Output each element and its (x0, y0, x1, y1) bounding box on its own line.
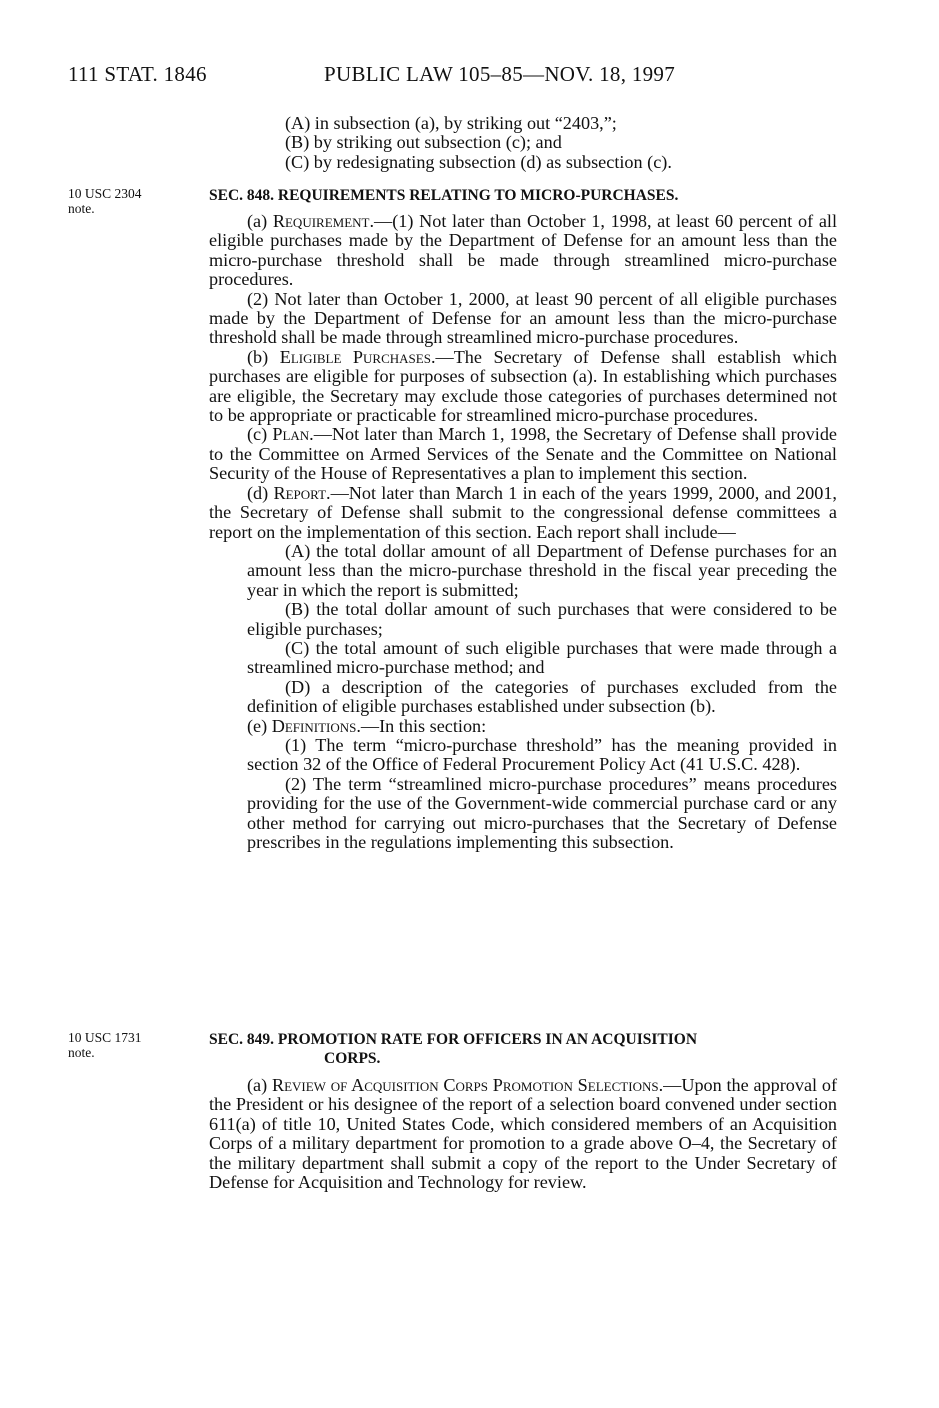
section-849-body (209, 1076, 837, 1192)
subsection-d: (d) Report.—Not later than March 1 in each of the years 1999, 2000, and 2001, the Secretary of Defense shall submit to the congressional defense committees a report on the implementation of this section. Each report shall include— (209, 482, 837, 542)
intro-item: (B) by striking out subsection (c); and (285, 132, 562, 153)
margin-note-849: 10 USC 1731 note. (68, 1030, 142, 1060)
section-848-body (209, 212, 837, 852)
subsection-e: (e) Definitions.—In this section: (247, 715, 487, 736)
section-849-subsection-a-label: Review of Acquisition Corps Promotion Selections. (271, 1075, 664, 1095)
section-848-heading: SEC. 848. REQUIREMENTS RELATING TO MICRO-PURCHASES. (209, 187, 679, 204)
subsection-b-label: Eligible Purchases. (279, 346, 436, 367)
subsection-e-item: (1) The term “micro-purchase threshold” has the meaning provided in section 32 of the Office of Federal Procurement Policy Act (41 U.S.C. 428). (247, 734, 837, 775)
section-849-subsection-a: (a) Review of Acquisition Corps Promotion Selections.—Upon the approval of the President or his designee of the report of a selection board convened under section 611(a) of title 10, United States Code, which considered members of an Acquisition Corps of a military department for promotion to a grade above O–4, the Secretary of the military department shall submit a copy of the report to the Under Secretary of Defense for Acquisition and Technology for review. (209, 1075, 837, 1193)
running-header-title: PUBLIC LAW 105–85—NOV. 18, 1997 (324, 62, 676, 86)
subsection-a2: (2) Not later than October 1, 2000, at least 90 percent of all eligible purchases made by the Department of Defense for an amount less than the micro-purchase threshold shall be made through streamlined micro-purchase procedures. (209, 288, 837, 348)
subsection-d-item: (D) a description of the categories of purchases excluded from the definition of eligible purchases established under subsection (b). (247, 676, 837, 717)
statute-page-number: 111 STAT. 1846 (68, 62, 207, 86)
subsection-c: (c) Plan.—Not later than March 1, 1998, the Secretary of Defense shall provide to the Committee on Armed Services of the Senate and the Committee on National Security of the House of Representatives a plan to implement this section. (209, 424, 837, 484)
subsection-d-label: Report. (273, 482, 331, 503)
section-849-heading: SEC. 849. PROMOTION RATE FOR OFFICERS IN AN ACQUISITION CORPS. (209, 1031, 698, 1067)
intro-items (285, 114, 845, 172)
intro-item: (C) by redesignating subsection (d) as subsection (c). (285, 151, 672, 172)
margin-note-848: 10 USC 2304 note. (68, 186, 142, 216)
intro-item: (A) in subsection (a), by striking out “2403,”; (285, 113, 617, 133)
subsection-d-item: (C) the total amount of such eligible purchases that were made through a streamlined micro-purchase method; and (247, 637, 837, 678)
subsection-b: (b) Eligible Purchases.—The Secretary of Defense shall establish which purchases are eligible for purposes of subsection (a). In establishing which purchases are eligible, the Secretary may exclude those categories of purchases determined not to be appropriate or practicable for streamlined micro-purchase procedures. (209, 346, 837, 426)
subsection-e-label: Definitions. (271, 715, 361, 736)
subsection-a-label: Requirement. (272, 211, 375, 231)
subsection-d-item: (A) the total dollar amount of all Department of Defense purchases for an amount less than the micro-purchase threshold in the fiscal year preceding the year in which the report is submitted; (247, 540, 837, 600)
subsection-d-item: (B) the total dollar amount of such purchases that were considered to be eligible purchases; (247, 599, 837, 639)
subsection-c-label: Plan. (272, 424, 314, 445)
subsection-e-item: (2) The term “streamlined micro-purchase procedures” means procedures providing for the use of the Government-wide commercial purchase card or any other method for carrying out micro-purchases that the Secretary of Defense prescribes in the regulations implementing this subsection. (247, 773, 837, 852)
subsection-a: (a) Requirement.—(1) Not later than October 1, 1998, at least 60 percent of all eligible purchases made by the Department of Defense for an amount less than the micro-purchase threshold shall be made through streamlined micro-purchase procedures. (209, 211, 838, 290)
